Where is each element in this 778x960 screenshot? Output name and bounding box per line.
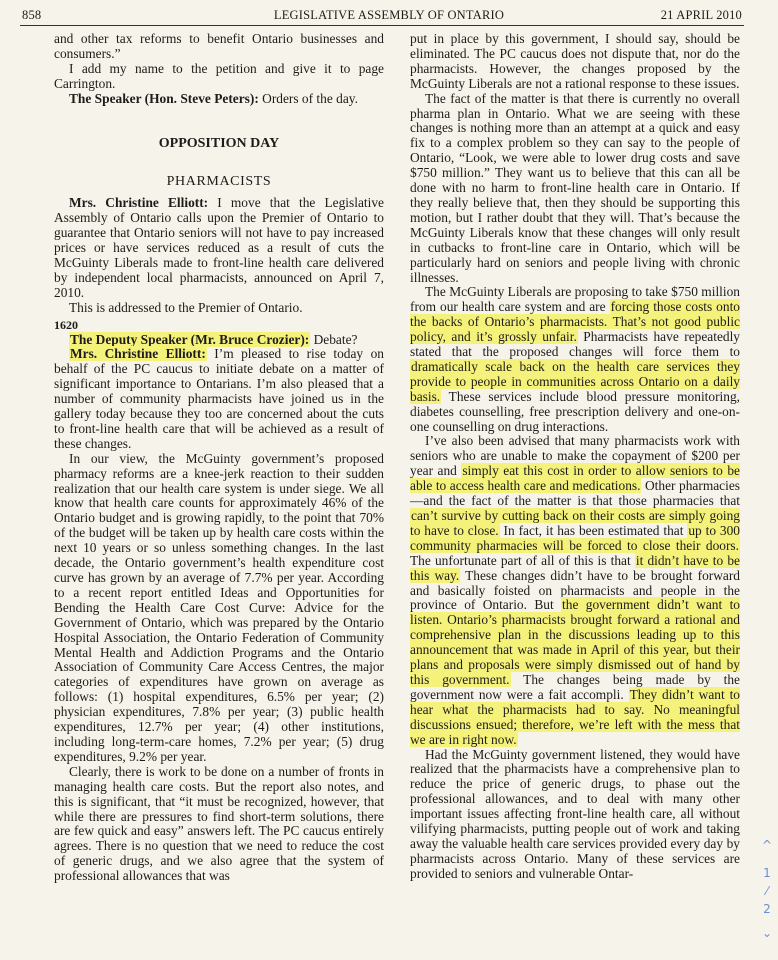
header-date: 21 APRIL 2010 xyxy=(660,8,742,22)
highlight: it didn’t have to be this way. xyxy=(410,552,740,583)
paragraph: In our view, the McGuinty government’s proposed pharmacy reforms are a knee-jerk reaction to their sudden realization that our health care system is under siege. We all know that health care counts for approximately 46% of the Ontario budget and is growing rapidly, to the point that 70% of the budget will be taken up by health care costs within the next 10 years or so unless something changes. In the last decade, the Ontario government’s health expenditure cost curve has grown by an average of 7.7% per year. According to a recent report entitled Ideas and Opportunities for Bending the Health Care Cost Curve: Advice for the Government of Ontario, which was prepared by the Ontario Hospital Association, the Ontario Federation of Community Mental Health and Addiction Programs and the Ontario Association of Community Care Access Centres, the major categories of expenditures have grown on average as follows: (1) hospital expenditures, 6.5% per year; (2) physician expenditures, 7.8% per year; (3) public health expenditures, 12.7% per year; (4) other institutions, including long-term-care homes, 7.2% per year; (5) drug expenditures, 9.2% per year. xyxy=(54,450,384,764)
running-title: LEGISLATIVE ASSEMBLY OF ONTARIO xyxy=(273,8,505,22)
speaker-name: The Deputy Speaker (Mr. Bruce Crozier): xyxy=(70,331,310,347)
scroll-down-icon[interactable]: ⌄ xyxy=(761,926,773,940)
paragraph: The Deputy Speaker (Mr. Bruce Crozier): Debate? xyxy=(70,331,358,347)
paragraph: The Speaker (Hon. Steve Peters): Orders of the day. xyxy=(69,90,358,106)
highlight: forcing those costs onto the backs of Ontario’s pharmacists. That’s not good public policy, and it’s grossly unfair. xyxy=(410,299,740,345)
highlight: can’t survive by cutting back on their costs are simply going to have to close. xyxy=(410,508,740,538)
paragraph: The fact of the matter is that there is currently no overall pharma plan in Ontario. What we are seeing with these changes is nothing more than an attempt at a quick and easy fix to a complex problem so they can say to the people of Ontario, “Look, we were able to lower drug costs and save $750 million.” They want us to believe that this can all be done with no harm to front-line health care in Ontario. If they really believe that, then they should be supporting this motion, but I rather doubt that they will. That’s because the McGuinty Liberals know that these changes will only result in cutbacks to front-line care in Ontario, which will be particularly hard on seniors and people living with chronic illnesses. xyxy=(410,90,740,285)
paragraph: Had the McGuinty government listened, they would have realized that the pharmacists have a comprehensive plan to reduce the price of generic drugs, to phase out the professional allowances, and to deal with many other important issues affecting front-line health care, all without vilifying pharmacists, putting people out of work and taking away the valuable health care services provided every day by pharmacists across Ontario. Many of these services are provided to seniors and vulnerable Ontar- xyxy=(410,746,740,881)
speaker-name: Mrs. Christine Elliott: xyxy=(69,195,209,211)
paragraph: Mrs. Christine Elliott: I move that the Legislative Assembly of Ontario calls upon the Premier of Ontario to guarantee that Ontario seniors will not have to pay increased prices or have services reduced as a result of cuts the McGuinty Liberals made to front-line health care delivered by independent local pharmacists, announced on April 7, 2010. xyxy=(54,195,384,300)
highlight: dramatically scale back on the health care services they provide to people in communities across Ontario on a daily basis. xyxy=(410,358,740,404)
page-indicator-current[interactable]: 1 xyxy=(763,866,771,880)
speaker-name: The Speaker (Hon. Steve Peters): xyxy=(69,90,259,106)
header-rule xyxy=(20,25,744,26)
paragraph: Clearly, there is work to be done on a number of fronts in managing health care costs. But the report also notes, and this is significant, that “it must be recognized, however, that while there are pressures to find short-term solutions, there are few quick and easy” answers left. The PC caucus entirely agrees. There is no question that we need to reduce the cost of generic drugs, and we also agree that the system of professional allowances that was xyxy=(54,763,384,884)
scroll-up-icon[interactable]: ^ xyxy=(761,838,773,852)
paragraph: The McGuinty Liberals are proposing to take $750 million from our health care system and are forcing those costs onto the backs of Ontario’s pharmacists. That’s not good public policy, and it’s grossly unfair. Pharmacists have repeatedly stated that the proposed changes will force them to dramatically scale back on the health care services they provide to people in communities across Ontario on a daily basis. These services include blood pressure monitoring, diabetes counselling, free prescription delivery and one-on-one counselling on drug interactions. xyxy=(410,284,740,434)
subsection-heading: PHARMACISTS xyxy=(166,174,272,190)
paragraph: This is addressed to the Premier of Ontario. xyxy=(69,299,303,315)
page-header xyxy=(0,0,778,28)
highlight: simply eat this cost in order to allow seniors to be able to access health care and medications. xyxy=(410,463,740,494)
paragraph: put in place by this government, I should say, should be eliminated. The PC caucus does not dispute that, nor do the pharmacists. However, the changes proposed by the McGuinty Liberals are not a rational response to these issues. xyxy=(410,31,740,91)
time-stamp: 1620 xyxy=(54,317,78,332)
speaker-name: Mrs. Christine Elliott: xyxy=(70,346,206,362)
highlight: They didn’t want to hear what the pharmacists had to say. No meaningful discussions ensued; therefore, we’re left with the mess that we are in right now. xyxy=(410,686,740,747)
section-heading: OPPOSITION DAY xyxy=(158,135,280,151)
right-column xyxy=(410,32,740,882)
left-column xyxy=(54,32,384,884)
paragraph: I add my name to the petition and give it to page Carrington. xyxy=(54,60,384,91)
page-number: 858 xyxy=(22,8,42,22)
paragraph: Mrs. Christine Elliott: I’m pleased to rise today on behalf of the PC caucus to initiate debate on a matter of significant importance to Ontarians. I’m also pleased that a number of community pharmacists have joined us in the gallery today because they too are concerned about the cuts to front-line health care that will be achieved as a result of these changes. xyxy=(54,346,384,451)
page-indicator-total[interactable]: 2 xyxy=(763,902,771,916)
page-separator: ⁄ xyxy=(765,884,768,898)
highlight: up to 300 community pharmacies will be forced to close their doors. xyxy=(410,522,741,553)
highlight: the government didn’t want to listen. Ontario’s pharmacists brought forward a rational and comprehensive plan in the discussions leading up to this announcement that was made in April of this year, but their plans and proposals were simply dismissed out of hand by this government. xyxy=(410,597,740,687)
paragraph: and other tax reforms to benefit Ontario businesses and consumers.” xyxy=(54,31,384,61)
paragraph: I’ve also been advised that many pharmacists work with seniors who are unable to make the copayment of $200 per year and simply eat this cost in order to allow seniors to be able to access health care and medications. Other pharmacies—and the fact of the matter is that those pharmacies that can’t survive by cutting back on their costs are simply going to have to close. In fact, it has been estimated that up to 300 community pharmacies will be forced to close their doors. The unfortunate part of all of this is that it didn’t have to be this way. These changes didn’t have to be brought forward and basically foisted on pharmacists and people in the province of Ontario. But the government didn’t want to listen. Ontario’s pharmacists brought forward a rational and comprehensive plan in the discussions leading up to this announcement that was made in April of this year, but their plans and proposals were simply dismissed out of hand by this government. The changes being made by the government now were a fait accompli. They didn’t want to hear what the pharmacists had to say. No meaningful discussions ensued; therefore, we’re left with the mess that we are in right now. xyxy=(410,433,741,747)
